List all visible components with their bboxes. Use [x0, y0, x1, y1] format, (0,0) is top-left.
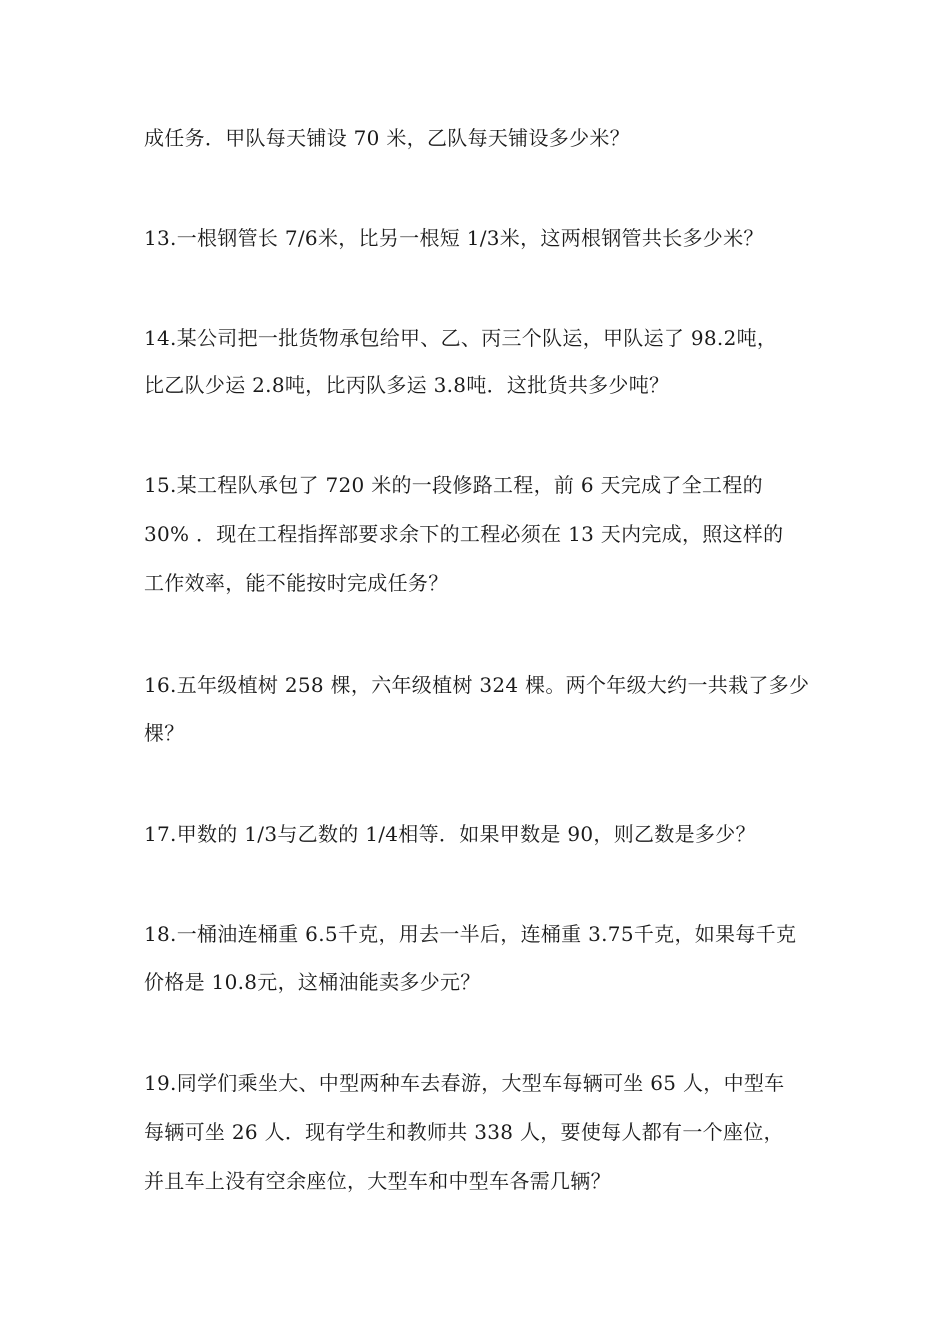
problem-19-line-2: 每辆可坐 26 人．现有学生和教师共 338 人，要使每人都有一个座位， [144, 1120, 784, 1144]
problem-16-line-2: 棵？ [144, 721, 185, 745]
problem-18-line-2: 价格是 10.8元，这桶油能卖多少元？ [144, 970, 481, 994]
problem-13-line-1: 13.一根钢管长 7/6米，比另一根短 1/3米，这两根钢管共长多少米？ [144, 226, 764, 250]
problem-17-line-1: 17.甲数的 1/3与乙数的 1/4相等．如果甲数是 90，则乙数是多少？ [144, 822, 756, 846]
problem-14-line-1: 14.某公司把一批货物承包给甲、乙、丙三个队运，甲队运了 98.2吨， [144, 326, 778, 350]
problem-18-line-1: 18.一桶油连桶重 6.5千克，用去一半后，连桶重 3.75千克，如果每千克 [144, 922, 797, 946]
problem-15-line-1: 15.某工程队承包了 720 米的一段修路工程，前 6 天完成了全工程的 [144, 473, 763, 497]
problem-19-line-3: 并且车上没有空余座位，大型车和中型车各需几辆？ [144, 1169, 611, 1193]
problem-19-line-1: 19.同学们乘坐大、中型两种车去春游，大型车每辆可坐 65 人，中型车 [144, 1071, 785, 1095]
problem-12-continuation: 成任务．甲队每天铺设 70 米，乙队每天铺设多少米？ [144, 126, 630, 150]
problem-16-line-1: 16.五年级植树 258 棵，六年级植树 324 棵。两个年级大约一共栽了多少 [144, 673, 810, 697]
problem-15-line-3: 工作效率，能不能按时完成任务？ [144, 571, 449, 595]
problem-14-line-2: 比乙队少运 2.8吨，比丙队多运 3.8吨．这批货共多少吨？ [144, 373, 670, 397]
problem-15-line-2: 30% ．现在工程指挥部要求余下的工程必须在 13 天内完成，照这样的 [144, 522, 784, 546]
